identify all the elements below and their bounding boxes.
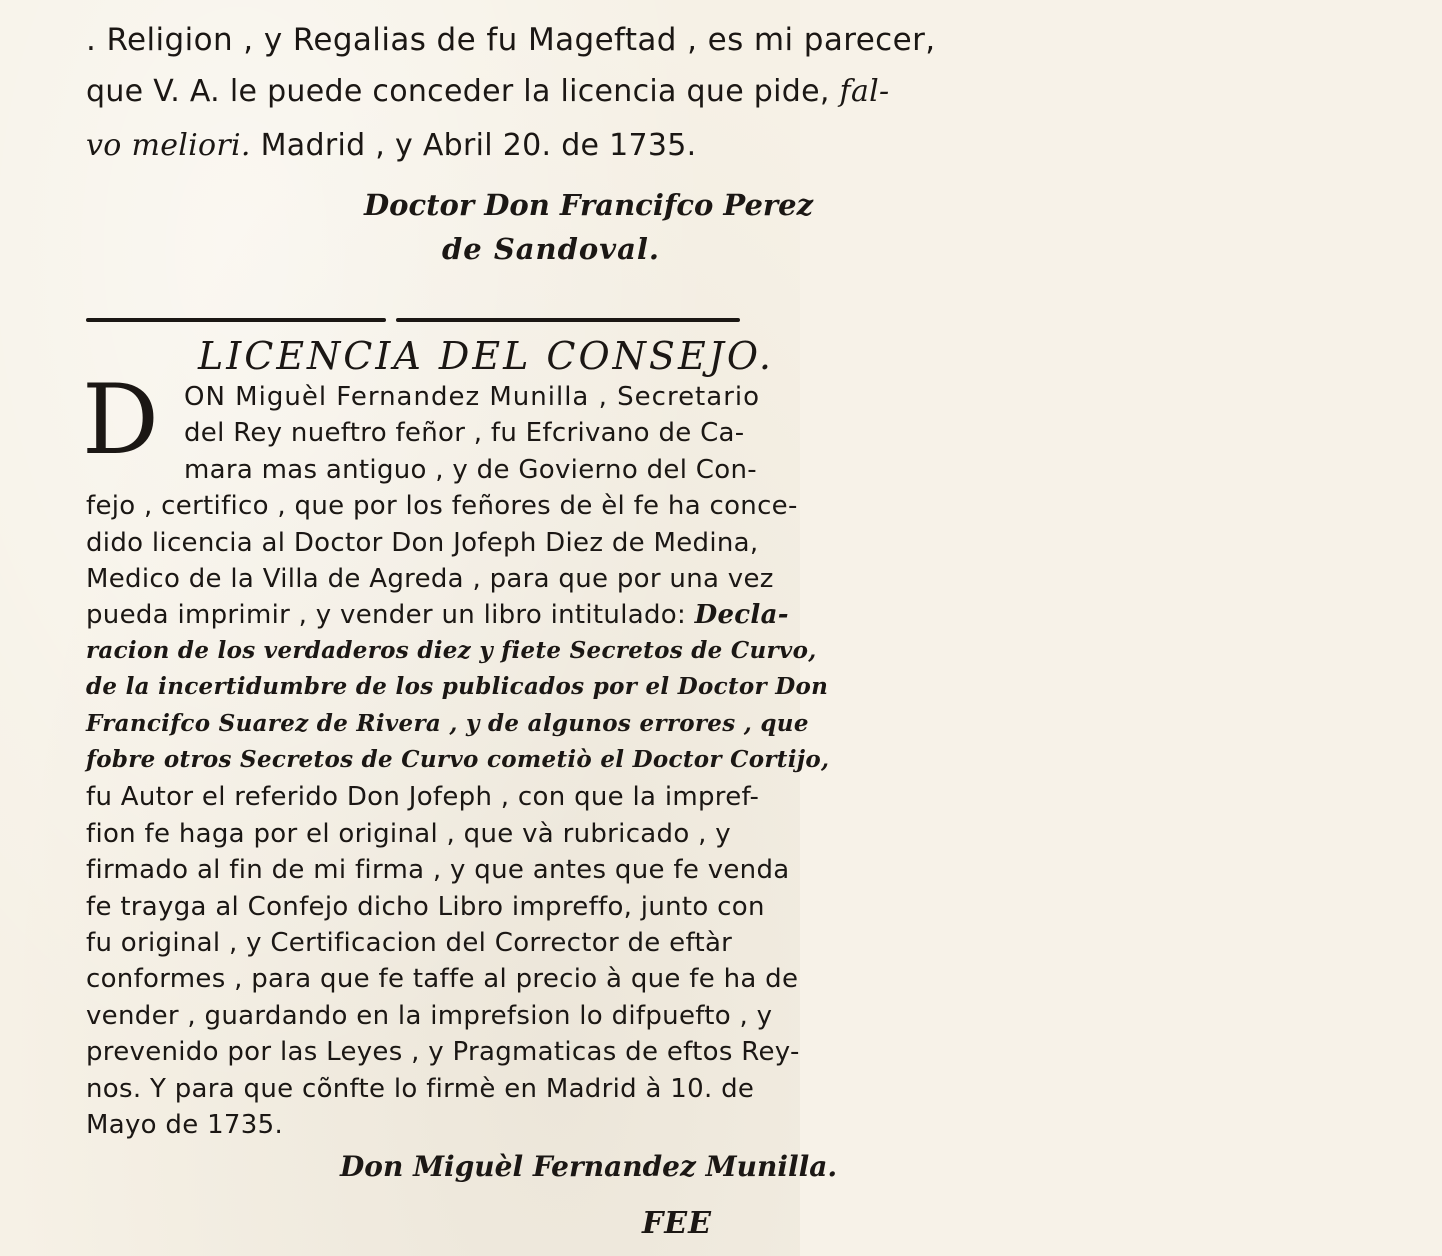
body-line-14: firmado al fin de mi firma , y que antes que fe venda (86, 855, 790, 885)
signature-1-line-2: de Sandoval. (442, 232, 661, 266)
body-line-20: nos. Y para que cõnfte lo firmè en Madrid à 10. de (86, 1074, 755, 1104)
body-line-8: racion de los verdaderos diez y fiete Secretos de Curvo, (86, 637, 817, 664)
drop-cap: D (82, 364, 159, 476)
opening-line-2-text: que V. A. le puede conceder la licencia que pide, (86, 74, 840, 109)
signature-2: Don Miguèl Fernandez Munilla. (340, 1150, 838, 1183)
body-line-13: fion fe haga por el original , que và rubricado , y (86, 819, 731, 849)
divider-rule-left (86, 318, 386, 322)
opening-line-3-italic: vo meliori. (86, 128, 251, 163)
body-line-9: de la incertidumbre de los publicados por el Doctor Don (86, 673, 829, 700)
opening-line-3-text: Madrid , y Abril 20. de 1735. (250, 128, 697, 163)
body-line-21: Mayo de 1735. (86, 1110, 284, 1140)
body-line-11: fobre otros Secretos de Curvo cometiò el Doctor Cortijo, (86, 746, 830, 773)
body-line-6: Medico de la Villa de Agreda , para que por una vez (86, 564, 774, 594)
body-line-16: fu original , y Certificacion del Corrector de eftàr (86, 928, 733, 958)
body-line-3: mara mas antiguo , y de Govierno del Con- (184, 455, 757, 485)
body-line-5: dido licencia al Doctor Don Jofeph Diez de Medina, (86, 528, 759, 558)
body-line-4: fejo , certifico , que por los feñores de èl fe ha conce- (86, 491, 798, 521)
opening-line-2 (86, 74, 890, 109)
body-line-10: Francifco Suarez de Rivera , y de algunos errores , que (86, 710, 809, 737)
body-line-7-text: pueda imprimir , y vender un libro intitulado: (86, 600, 695, 630)
body-line-17: conformes , para que fe taffe al precio à que fe ha de (86, 964, 799, 994)
body-line-15: fe trayga al Confejo dicho Libro impreffo, junto con (86, 892, 765, 922)
catchword: FEE (642, 1206, 713, 1241)
signature-1-line-1: Doctor Don Francifco Perez (364, 188, 814, 222)
body-line-1: ON Miguèl Fernandez Munilla , Secretario (184, 382, 761, 412)
opening-line-3 (86, 128, 886, 163)
body-line-12: fu Autor el referido Don Jofeph , con que la impref- (86, 782, 760, 812)
section-heading: LICENCIA DEL CONSEJO. (198, 334, 774, 378)
body-line-19: prevenido por las Leyes , y Pragmaticas de eftos Rey- (86, 1037, 800, 1067)
body-line-7-italic: Decla- (694, 600, 789, 630)
divider-rule-right (396, 318, 740, 322)
opening-line-2-italic: fal- (839, 74, 890, 109)
body-line-7 (86, 600, 886, 630)
opening-line-1: . Religion , y Regalias de fu Mageftad , es mi parecer, (86, 22, 936, 58)
body-line-18: vender , guardando en la imprefsion lo difpuefto , y (86, 1001, 773, 1031)
body-line-2: del Rey nueftro feñor , fu Efcrivano de Ca- (184, 418, 745, 448)
